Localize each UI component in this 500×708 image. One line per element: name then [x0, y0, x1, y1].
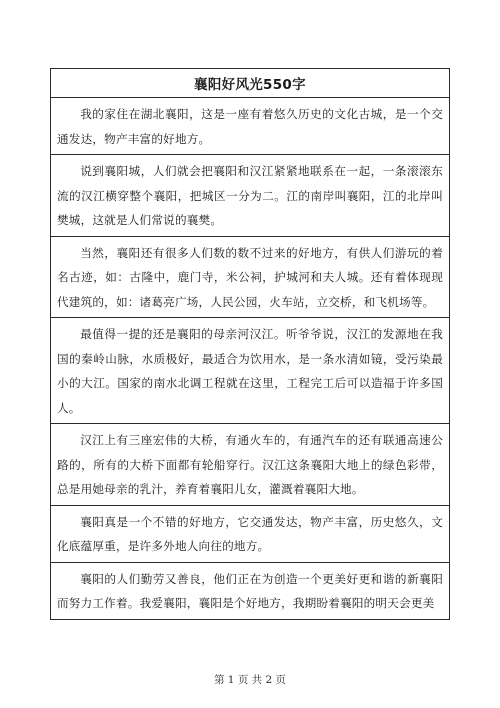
paragraph-7: 襄阳的人们勤劳又善良，他们正在为创造一个更美好更和谐的新襄阳而努力工作着。我爱襄阳，襄阳是个好地方，我期盼着襄阳的明天会更美: [57, 571, 443, 610]
page-number: 第 1 页 共 2 页: [213, 674, 287, 686]
paragraph-5: 汉江上有三座宏伟的大桥，有通火车的，有通汽车的还有联通高速公路的，所有的大桥下面都有轮船穿行。汉江这条襄阳大地上的绿色彩带，总是用她母亲的乳汁，养育着襄阳儿女，灌溉着襄阳大地。: [51, 424, 449, 506]
essay-title: 襄阳好风光550字: [51, 69, 449, 98]
paragraph-6: 襄阳真是一个不错的好地方，它交通发达，物产丰富，历史悠久，文化底蕴厚重，是许多外地人向往的地方。: [51, 506, 449, 563]
paragraph-2: 说到襄阳城，人们就会把襄阳和汉江紧紧地联系在一起，一条滚滚东流的汉江横穿整个襄阳，把城区一分为二。江的南岸叫襄阳，江的北岸叫樊城，这就是人们常说的襄樊。: [51, 155, 449, 237]
paragraph-4: 最值得一提的还是襄阳的母亲河汉江。听爷爷说，汉江的发源地在我国的秦岭山脉，水质极好，最适合为饮用水，是一条水清如镜，受污染最小的大江。国家的南水北调工程就在这里，工程完工后可以造福于许多国人。: [51, 318, 449, 424]
paragraph-1: 我的家住在湖北襄阳，这是一座有着悠久历史的文化古城，是一个交通发达，物产丰富的好地方。: [51, 98, 449, 155]
paragraph-3: 当然，襄阳还有很多人们数的数不过来的好地方，有供人们游玩的着名古迹，如：古隆中，鹿门寺，米公祠，护城河和夫人城。还有着体现现代建筑的，如：诸葛亮广场，人民公园，火车站，立交桥，和飞机场等。: [51, 237, 449, 319]
essay-table: [50, 68, 450, 620]
